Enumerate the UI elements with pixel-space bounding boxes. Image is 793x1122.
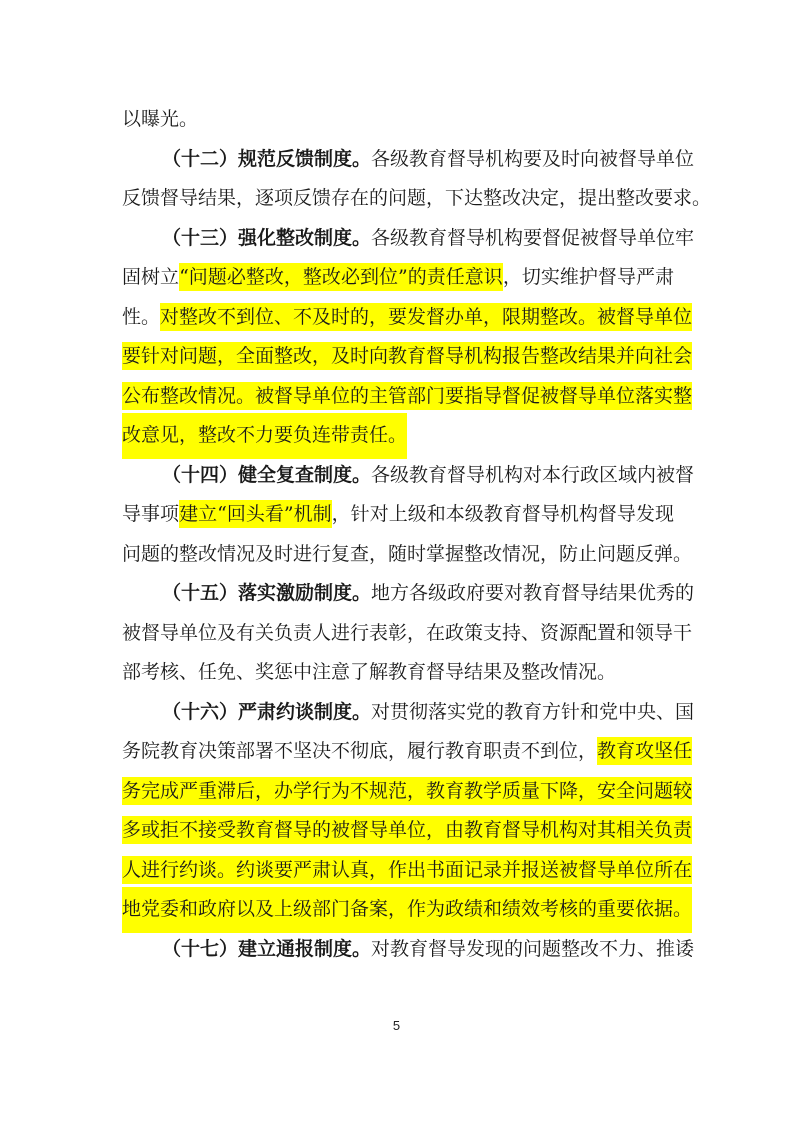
section-heading: （十四）健全复查制度。: [162, 463, 372, 486]
body-text: ，切实维护督导严肃: [502, 266, 674, 288]
body-text: 性。: [122, 305, 161, 328]
body-text: 各级教育督导机构对本行政区域内被督: [371, 463, 695, 486]
highlighted-text: 被督导单位: [597, 303, 692, 331]
section-heading: （十五）落实激励制度。: [162, 582, 372, 604]
highlighted-text: 改意见，整改不力要负连带责任。: [122, 413, 407, 459]
body-text: 以曝光。: [122, 108, 199, 130]
text-line: [122, 377, 693, 417]
highlighted-text: 建立“回头看”机制: [179, 500, 332, 528]
highlighted-text: “问题必整改，整改必到位”的责任意识: [179, 263, 503, 291]
highlighted-text: 地党委和政府以及上级部门备案，作为政绩和绩效考核的重要依据。: [122, 887, 692, 933]
text-line: [122, 653, 674, 693]
text-line: [122, 258, 674, 298]
highlighted-text: 人进行约谈。约谈要严肃认真，作出书面记录并报送被督导单位所在: [122, 856, 692, 884]
text-line: [122, 930, 695, 970]
body-text: 问题的整改情况及时进行复查，随时掌握整改情况，防止问题反弹。: [122, 542, 693, 565]
paragraph: [122, 219, 695, 456]
body-text: 反馈督导结果，逐项反馈存在的问题，下达整改决定，提出整改要求。: [122, 187, 712, 209]
text-line: [122, 614, 693, 654]
text-line: [122, 100, 674, 140]
section-heading: （十七）建立通报制度。: [162, 937, 372, 960]
body-text: 部考核、任免、奖惩中注意了解教育督导结果及整改情况。: [122, 661, 617, 683]
text-line: [122, 140, 695, 180]
text-line: [122, 890, 693, 930]
body-text: 被督导单位及有关负责人进行表彰，在政策支持、资源配置和领导干: [122, 621, 693, 644]
body-text: 各级教育督导机构要及时向被督导单位: [371, 147, 695, 170]
text-line: [122, 732, 693, 772]
text-line: [122, 811, 693, 851]
body-text: 对贯彻落实党的教育方针和党中央、国: [371, 700, 695, 723]
paragraph: [122, 574, 695, 693]
paragraph: [122, 693, 695, 930]
text-line: [122, 574, 695, 614]
section-heading: （十二）规范反馈制度。: [162, 147, 372, 170]
paragraph: [122, 140, 712, 219]
body-text: 导事项: [122, 503, 180, 525]
highlighted-text: 公布整改情况。被督导单位的主管部门要指导督促被督导单位落实整: [122, 382, 692, 410]
text-line: [122, 456, 695, 496]
body-text: 务院教育决策部署不坚决不彻底，履行教育职责不到位，: [122, 740, 598, 762]
highlighted-text: 多或拒不接受教育督导的被督导单位，由教育督导机构对其相关负责: [122, 816, 692, 844]
paragraph: [122, 456, 695, 575]
section-heading: （十六）严肃约谈制度。: [162, 700, 372, 723]
page-number: 5: [392, 1018, 401, 1033]
text-line: [122, 851, 693, 891]
body-text: 地方各级政府要对教育督导结果优秀的: [371, 582, 695, 604]
section-heading: （十三）强化整改制度。: [162, 226, 372, 249]
body-text: ，针对上级和本级教育督导机构督导发现: [331, 503, 674, 525]
text-line: [122, 416, 674, 456]
body-text: 固树立: [122, 266, 180, 288]
text-line: [122, 693, 695, 733]
text-line: [122, 298, 693, 338]
body-text: 各级教育督导机构要督促被督导单位牢: [371, 226, 695, 249]
highlighted-text: 教育攻坚任: [597, 737, 692, 765]
text-line: [122, 535, 693, 575]
text-line: [122, 179, 712, 219]
document-body: [122, 100, 712, 969]
text-line: [122, 772, 693, 812]
highlighted-text: 要针对问题，全面整改，及时向教育督导机构报告整改结果并向社会: [122, 342, 692, 370]
paragraph: [122, 100, 674, 140]
text-line: [122, 495, 674, 535]
text-line: [122, 219, 695, 259]
highlighted-text: 对整改不到位、不及时的，要发督办单，限期整改。: [160, 303, 597, 331]
paragraph: [122, 930, 695, 970]
body-text: 对教育督导发现的问题整改不力、推诿: [371, 937, 695, 960]
highlighted-text: 务完成严重滞后，办学行为不规范，教育教学质量下降，安全问题较: [122, 777, 692, 805]
text-line: [122, 337, 693, 377]
